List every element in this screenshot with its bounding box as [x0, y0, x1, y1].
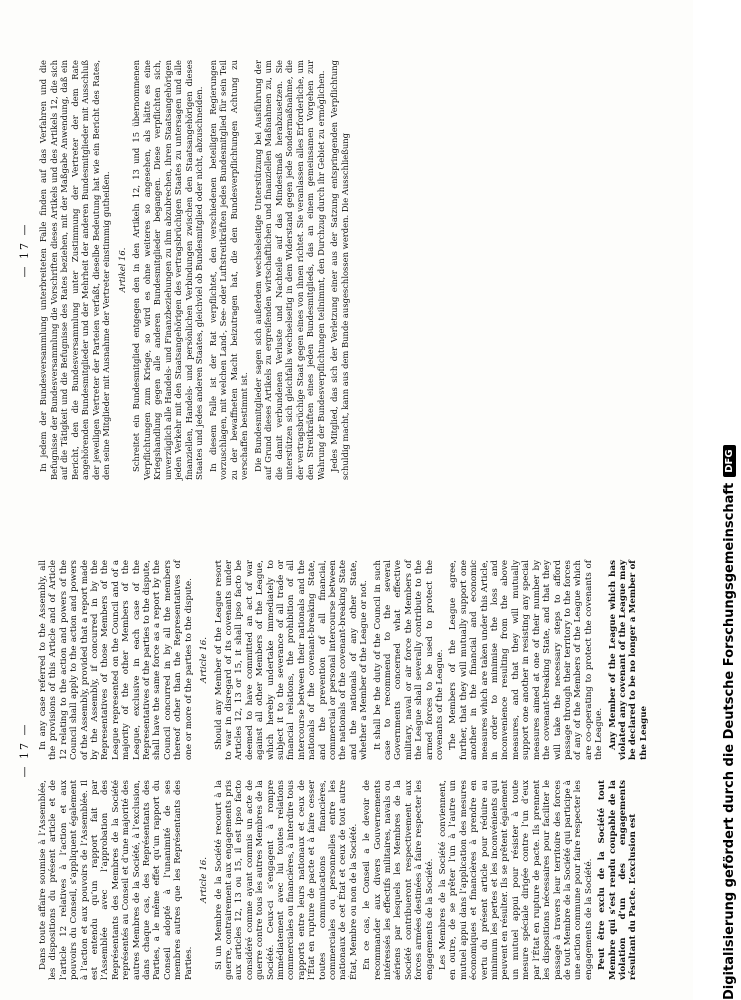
german-column: [38, 60, 698, 480]
digitization-banner: [693, 0, 737, 1000]
french-column: [38, 780, 698, 980]
english-p4: The Members of the League agree, further, that they will mutually support one another in the financial and economic measures which are taken under this Article, in order to minimise the loss and inconvenience resulting from the above measures, and that they will mutually support one another in resisting any special measures aimed at one of their number by the covenant-breaking State, and that they will take the necessary steps to afford passage through their territory to the forces of any of the Members of the League which are co-operating to protect the covenants of the League.: [448, 560, 605, 760]
german-p5: Jedes Mitglied, das sich der Verletzung einer aus der Satzung entspringenden Verpflichtung schuldig macht, kann aus dem Bunde ausgeschlossen werden. Die Ausschließung: [329, 60, 350, 480]
german-p1: In jedem der Bundesversammlung unterbreiteten Falle finden auf das Verfahren und die Befugnisse der Bundesversammlung die Vorschriften dieses Artikels und des Artikels 12, die sich auf die Tätigkeit und die Befugnisse des Rates beziehen, mit der Maßgabe Anwendung, daß ein Bericht, den die Bundesversammlung unter Zustimmung der Vertreter der dem Rate angehörenden Bundesmitglieder und der Mehrheit der anderen Bundesmitglieder mit Ausschluß der jeweiligen Vertreter der Parteien verfaßt, dieselbe Bedeutung hat wie ein Bericht des Rates, den seine Mitglieder mit Ausnahme der Vertreter einstimmig gutheißen.: [38, 60, 111, 480]
banner-text: Digitalisierung gefördert durch die Deutsche Forschungsgemeinschaft: [721, 482, 737, 1000]
left-page-header: — 17 —: [18, 722, 31, 778]
french-article-16-title: Article 16.: [199, 856, 210, 904]
german-p4: Die Bundesmitglieder sagen sich außerdem wechselseitige Unterstützung bei Ausführung der auf Grund dieses Artikels zu ergreifenden wirtschaftlichen und finanziellen Maßnahmen zu, um die damit verbundenen Verluste und Nachteile auf das Mindestmaß herabzusetzen. Sie unterstützen sich gleichfalls wechselseitig in dem Widerstand gegen jede Sondermaßnahme, die der vertragsbrüchige Staat gegen eines von ihnen richtet. Sie veranlassen alles Erforderliche, um den Streitkräften eines jeden Bundesmitglieds, das an einem gemeinsamen Vorgehen zur Wahrung der Bundesverpflichtungen teilnimmt, den Durchzug durch ihr Gebiet zu ermöglichen.: [252, 60, 326, 480]
french-p4: Les Membres de la Société conviennent, en outre, de se prêter l’un à l’autre un mutuel appui dans l’application des mesures économiques et financières à prendre en vertu du présent article pour réduire au minimum les pertes et les inconvénients qui peuvent en résulter. Ils se prêtent également un mutuel appui pour résister à toute mesure spéciale dirigée contre l’un d’eux par l’État en rupture de pacte. Ils prennent les dispositions nécessaires pour faciliter le passage à travers leur territoire des forces de tout Membre de la Société qui participe à une action commune pour faire respecter les engagements de la Société.: [438, 780, 594, 980]
english-p5: Any Member of the League which has violated any covenant of the League may be declared to be no longer a Member of the League: [607, 560, 649, 760]
english-p3: It shall be the duty of the Council in such case to recommend to the several Governments concerned what effective military, naval or air force the Members of the League shall severally contribute to the armed forces to be used to protect the covenants of the League.: [372, 560, 446, 760]
english-article-16-title: Article 16.: [199, 636, 210, 684]
french-p1: Dans toute affaire soumise à l’Assemblée, les dispositions du présent article et de l’article 12 relatives à l’action et aux pouvoirs du Conseil, s’appliquent également à l’action et aux pouvoirs de l’Assemblée. Il est entendu qu’un rapport fait par l’Assemblée avec l’approbation des Représentants des Membres de la Société représentés au Conseil et d’une majorité des autres Membres de la Société, à l’exclusion, dans chaque cas, des Représentants des Parties, a le même effet qu’un rapport du Conseil adopté à l’unanimité de ses membres autres que les Représentants des Parties.: [38, 780, 194, 980]
german-p3: In diesem Falle ist der Rat verpflichtet, den verschiedenen beteiligten Regierungen vorzuschlagen, mit welchen Land-, See- oder Luftstreitkräften jedes Bundesmitglied für sein Teil zu der bewaffneten Macht beizutragen hat, die den Bundesverpflichtungen Achtung zu verschaffen bestimmt ist.: [207, 60, 249, 480]
french-p5: Peut être exclu de la Société tout Membre qui s’est rendu coupable de la violation d’un des engagements résultant du Pacte. L’exclusion est: [597, 780, 639, 980]
right-page-header: — 17 —: [18, 222, 31, 278]
english-p1: In any case referred to the Assembly, all the provisions of this Article and of Article 12 relating to the action and powers of the Council shall apply to the action and powers of the Assembly, provided that a report made by the Assembly, if concurred in by the Representatives of those Members of the League represented on the Council and of a majority of the other Members of the League, exclusive in each case of the Representatives of the parties to the dispute, shall have the same force as a report by the Council concurred in by all the members thereof other than the Representatives of one or more of the parties to the dispute.: [38, 560, 194, 760]
english-p2: Should any Member of the League resort to war in disregard of its covenants under Articles 12, 13 or 15, it shall ipso facto be deemed to have committed an act of war against all other Members of the League, which hereby undertake immediately to subject it to the severance of all trade or financial relations, the prohibition of all intercourse between their nationals and the nationals of the covenant-breaking State, and the prevention of all financial, commercial or personal intercourse between the nationals of the covenant-breaking State and the nationals of any other State, whether a Member of the League or not.: [213, 560, 370, 760]
french-p3: En ce cas, le Conseil a le devoir de recommander aux divers Gouvernements intéressés les effectifs militaires, navals ou aériens par lesquels les Membres de la Société contribueront respectivement aux forces armées destinées à faire respecter les engagements de la Société.: [362, 780, 435, 980]
dfg-logo: DFG: [723, 445, 736, 476]
banner-text-row: [717, 0, 741, 1000]
german-p2: Schreitet ein Bundesmitglied entgegen den in den Artikeln 12, 13 und 15 übernommenen Verpflichtungen zum Kriege, so wird es ohne weiteres so angesehen, als hätte es eine Kriegshandlung gegen alle anderen Bundesmitglieder begangen. Diese verpflichten sich, unverzüglich alle Handels- und Finanzbeziehungen zu ihm abzubrechen, ihren Staatsangehörigen jeden Verkehr mit den Staatsangehörigen des vertragsbrüchigen Staates zu untersagen und alle finanziellen, Handels- und persönlichen Verbindungen zwischen den Staatsangehörigen dieses Staates und jedes anderen Staates, gleichviel ob Bundesmitglied oder nicht, abzuschneiden.: [131, 60, 204, 480]
english-column: [38, 560, 698, 760]
french-p2: Si un Membre de la Société recourt à la guerre, contrairement aux engagements pris aux articles 12, 13 ou 15, il est ipso facto considéré comme ayant commis un acte de guerre contre tous les autres Membres de la Société. Ceux-ci s’engagent à rompre immédiatement avec lui toutes relations commerciales ou financières, à interdire tous rapports entre leurs nationaux et ceux de l’État en rupture de pacte et à faire cesser toutes communications financières, commerciales ou personnelles entre les nationaux de cet État et ceux de tout autre État, Membre ou non de la Société.: [213, 780, 359, 980]
german-article-16-title: Artikel 16.: [116, 247, 127, 293]
